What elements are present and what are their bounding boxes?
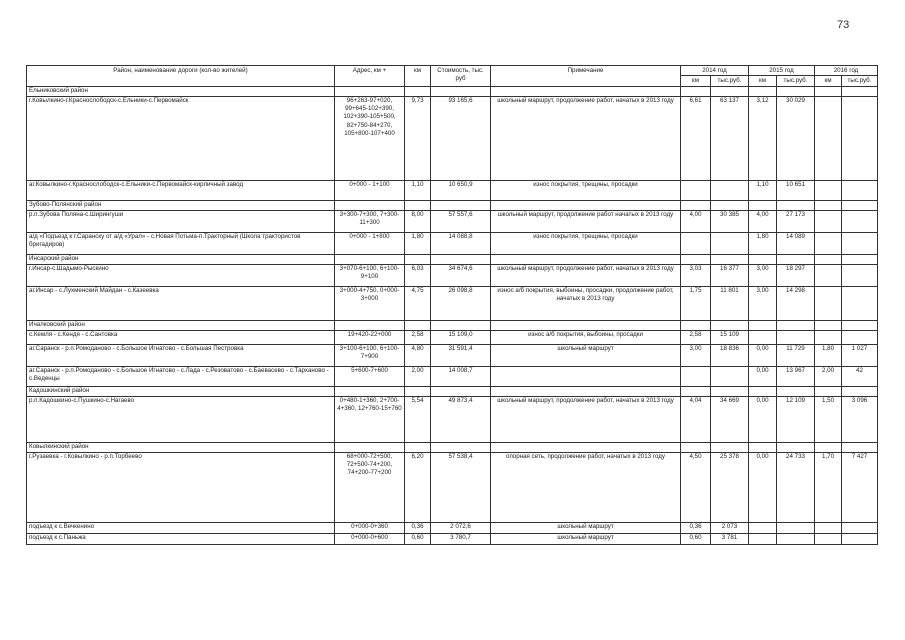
road-name-cell: подъезд к с.Вечкенино: [27, 522, 335, 533]
road-name-cell: г.Ковылкино-г.Краснослободск-с.Ельники-с.Первомайск: [27, 96, 335, 180]
road-name-cell: р.п.Зубова Поляна-с.Ширингуши: [27, 210, 335, 232]
empty-cell: [405, 442, 431, 452]
table-row: [27, 210, 878, 232]
km-2015-cell: 0,00: [749, 452, 777, 522]
km-2014-cell: [681, 366, 711, 386]
empty-cell: [815, 320, 842, 330]
note-cell: школьный маршрут: [491, 522, 681, 533]
empty-cell: [405, 320, 431, 330]
subheader-tr-2016: тыс.руб.: [842, 76, 878, 86]
region-name: Ельниковский район: [27, 86, 335, 96]
km-2015-cell: [749, 533, 777, 544]
subheader-km-2014: км: [681, 76, 711, 86]
empty-cell: [815, 86, 842, 96]
km-2016-cell: 1,70: [815, 452, 842, 522]
empty-cell: [491, 320, 681, 330]
region-row: [27, 86, 878, 96]
cost-2014-cell: 3 781: [711, 533, 749, 544]
address-cell: 0+000-0+360: [335, 522, 405, 533]
cost-2015-cell: 14 089: [777, 232, 815, 254]
region-name: Ичалковский район: [27, 320, 335, 330]
km-2016-cell: 1,50: [815, 396, 842, 442]
cost-2016-cell: [842, 232, 878, 254]
empty-cell: [842, 386, 878, 396]
table-row: [27, 330, 878, 344]
note-cell: школьный маршрут: [491, 533, 681, 544]
empty-cell: [431, 386, 491, 396]
table-row: [27, 344, 878, 366]
address-cell: 3+000-4+750, 0+000-3+000: [335, 286, 405, 320]
note-cell: школьный маршрут: [491, 344, 681, 366]
km-2014-cell: 6,61: [681, 96, 711, 180]
cost-2015-cell: 10 651: [777, 180, 815, 200]
empty-cell: [335, 386, 405, 396]
km-cell: 1,10: [405, 180, 431, 200]
empty-cell: [842, 254, 878, 264]
empty-cell: [815, 386, 842, 396]
empty-cell: [749, 320, 777, 330]
cost-2014-cell: 16 377: [711, 264, 749, 286]
cost-cell: 2 072,6: [431, 522, 491, 533]
table-row: [27, 180, 878, 200]
km-2015-cell: [749, 330, 777, 344]
empty-cell: [405, 86, 431, 96]
km-2016-cell: [815, 96, 842, 180]
km-2015-cell: 3,00: [749, 286, 777, 320]
km-2014-cell: 3,00: [681, 344, 711, 366]
empty-cell: [842, 200, 878, 210]
cost-cell: 10 650,9: [431, 180, 491, 200]
table-row: [27, 452, 878, 522]
road-name-cell: аг.Саранск - р.п.Ромоданово - с.Большое Игнатово - с.Лада - с.Резоватово - с.Баевасево - с.Тарханово - с.Веденцы: [27, 366, 335, 386]
empty-cell: [749, 200, 777, 210]
cost-2014-cell: 2 073: [711, 522, 749, 533]
table-row: [27, 533, 878, 544]
empty-cell: [842, 442, 878, 452]
cost-2015-cell: 27 173: [777, 210, 815, 232]
road-name-cell: аг.Саранск - р.п.Ромоданово - с.Большое Игнатово - с.Большая Пестровка: [27, 344, 335, 366]
km-2015-cell: 1,80: [749, 232, 777, 254]
km-cell: 0,60: [405, 533, 431, 544]
cost-2015-cell: 13 967: [777, 366, 815, 386]
empty-cell: [711, 386, 749, 396]
empty-cell: [815, 200, 842, 210]
km-2015-cell: 4,00: [749, 210, 777, 232]
cost-2016-cell: 1 027: [842, 344, 878, 366]
table-row: [27, 286, 878, 320]
cost-2015-cell: [777, 330, 815, 344]
subheader-km-2015: км: [749, 76, 777, 86]
cost-2014-cell: 34 669: [711, 396, 749, 442]
empty-cell: [749, 254, 777, 264]
empty-cell: [815, 442, 842, 452]
header-address: Адрес, км +: [335, 66, 405, 87]
table-row: [27, 522, 878, 533]
road-repair-table: [26, 65, 878, 545]
km-cell: 4,75: [405, 286, 431, 320]
region-row: [27, 254, 878, 264]
empty-cell: [681, 320, 711, 330]
empty-cell: [711, 442, 749, 452]
cost-2015-cell: [777, 533, 815, 544]
cost-2016-cell: [842, 330, 878, 344]
cost-cell: 26 098,8: [431, 286, 491, 320]
region-row: [27, 442, 878, 452]
note-cell: школьный маршрут, продолжение работ, начатых в 2013 году: [491, 264, 681, 286]
cost-2016-cell: [842, 533, 878, 544]
region-row: [27, 386, 878, 396]
cost-2015-cell: 12 109: [777, 396, 815, 442]
km-2015-cell: 3,00: [749, 264, 777, 286]
header-km: км: [405, 66, 431, 87]
road-name-cell: подъезд к с.Паньжа: [27, 533, 335, 544]
cost-2015-cell: 11 729: [777, 344, 815, 366]
table-row: [27, 232, 878, 254]
cost-2014-cell: 15 109: [711, 330, 749, 344]
km-2014-cell: 0,60: [681, 533, 711, 544]
km-cell: 2,58: [405, 330, 431, 344]
road-name-cell: аг.Ковылкино-г.Краснослободск-с.Ельники-с.Первомайск-кирпичный завод: [27, 180, 335, 200]
km-cell: 0,36: [405, 522, 431, 533]
km-2015-cell: 1,10: [749, 180, 777, 200]
empty-cell: [405, 200, 431, 210]
cost-2015-cell: [777, 522, 815, 533]
empty-cell: [749, 442, 777, 452]
empty-cell: [842, 86, 878, 96]
header-2015: 2015 год: [749, 66, 815, 76]
cost-2016-cell: 42: [842, 366, 878, 386]
cost-2014-cell: 11 801: [711, 286, 749, 320]
km-2014-cell: 4,50: [681, 452, 711, 522]
note-cell: износ а/б покрытия, выбоины, просадки, продолжение работ, начатых в 2013 году: [491, 286, 681, 320]
km-2015-cell: 0,00: [749, 396, 777, 442]
km-cell: 9,73: [405, 96, 431, 180]
km-2016-cell: 2,00: [815, 366, 842, 386]
km-cell: 4,80: [405, 344, 431, 366]
region-name: Ковылкинский район: [27, 442, 335, 452]
empty-cell: [335, 86, 405, 96]
empty-cell: [335, 442, 405, 452]
note-cell: износ а/б покрытия, выбоины, просадки: [491, 330, 681, 344]
note-cell: износ покрытия, трещины, просадки: [491, 232, 681, 254]
empty-cell: [431, 442, 491, 452]
empty-cell: [431, 200, 491, 210]
km-2016-cell: [815, 330, 842, 344]
cost-2014-cell: [711, 366, 749, 386]
km-cell: 2,00: [405, 366, 431, 386]
empty-cell: [711, 86, 749, 96]
note-cell: школьный маршрут, продолжение работ, начатых в 2013 году: [491, 96, 681, 180]
cost-2014-cell: 30 385: [711, 210, 749, 232]
cost-2015-cell: 14 298: [777, 286, 815, 320]
km-2014-cell: [681, 180, 711, 200]
km-2015-cell: 0,00: [749, 366, 777, 386]
empty-cell: [681, 200, 711, 210]
cost-cell: 31 591,4: [431, 344, 491, 366]
region-name: Инсарский район: [27, 254, 335, 264]
cost-cell: 14 088,8: [431, 232, 491, 254]
cost-2015-cell: 24 733: [777, 452, 815, 522]
empty-cell: [491, 200, 681, 210]
empty-cell: [335, 254, 405, 264]
km-2014-cell: 4,00: [681, 210, 711, 232]
empty-cell: [777, 86, 815, 96]
region-row: [27, 320, 878, 330]
empty-cell: [405, 254, 431, 264]
note-cell: [491, 366, 681, 386]
subheader-tr-2014: тыс.руб.: [711, 76, 749, 86]
address-cell: 5+600-7+600: [335, 366, 405, 386]
cost-2016-cell: [842, 264, 878, 286]
empty-cell: [335, 320, 405, 330]
cost-2014-cell: 25 378: [711, 452, 749, 522]
cost-2014-cell: [711, 232, 749, 254]
address-cell: 68+000-72+500, 72+500-74+200, 74+200-77+200: [335, 452, 405, 522]
empty-cell: [681, 86, 711, 96]
empty-cell: [749, 86, 777, 96]
empty-cell: [491, 386, 681, 396]
cost-cell: 93 165,6: [431, 96, 491, 180]
note-cell: опорная сеть, продолжение работ, начатых в 2013 году: [491, 452, 681, 522]
empty-cell: [711, 254, 749, 264]
cost-2016-cell: [842, 522, 878, 533]
km-2014-cell: 3,03: [681, 264, 711, 286]
km-cell: 6,03: [405, 264, 431, 286]
cost-cell: 57 538,4: [431, 452, 491, 522]
road-name-cell: г.Инсар-с.Шадымо-Рыскино: [27, 264, 335, 286]
note-cell: школьный маршрут, продолжение работ, начатых в 2013 году: [491, 396, 681, 442]
address-cell: 96+263-97+020, 99+645-102+390, 102+390-105+500, 82+750-84+270, 105+800-107+400: [335, 96, 405, 180]
empty-cell: [681, 254, 711, 264]
km-cell: 1,80: [405, 232, 431, 254]
empty-cell: [335, 200, 405, 210]
cost-cell: 34 674,6: [431, 264, 491, 286]
address-cell: 19+420-22+000: [335, 330, 405, 344]
cost-2016-cell: [842, 210, 878, 232]
km-2016-cell: [815, 286, 842, 320]
road-name-cell: аг.Инсар - с.Лухменский Майдан - с.Казеевка: [27, 286, 335, 320]
subheader-tr-2015: тыс.руб.: [777, 76, 815, 86]
cost-2016-cell: 7 427: [842, 452, 878, 522]
note-cell: школьный маршрут, продолжение работ начатых в 2013 году: [491, 210, 681, 232]
header-cost: Стоимость, тыс. руб: [431, 66, 491, 87]
empty-cell: [491, 442, 681, 452]
empty-cell: [431, 86, 491, 96]
region-name: Зубово-Полянский район: [27, 200, 335, 210]
empty-cell: [842, 320, 878, 330]
header-2016: 2016 год: [815, 66, 878, 76]
subheader-km-2016: км: [815, 76, 842, 86]
empty-cell: [431, 254, 491, 264]
address-cell: 3+070-6+100, 6+100-9+100: [335, 264, 405, 286]
cost-cell: 3 780,7: [431, 533, 491, 544]
km-2016-cell: [815, 264, 842, 286]
km-2016-cell: [815, 180, 842, 200]
empty-cell: [431, 320, 491, 330]
table-row: [27, 96, 878, 180]
empty-cell: [681, 442, 711, 452]
cost-2014-cell: 18 836: [711, 344, 749, 366]
empty-cell: [491, 254, 681, 264]
km-2015-cell: 0,00: [749, 344, 777, 366]
km-cell: 8,00: [405, 210, 431, 232]
cost-2014-cell: 63 137: [711, 96, 749, 180]
km-2014-cell: 1,75: [681, 286, 711, 320]
km-2014-cell: 2,58: [681, 330, 711, 344]
header-road: Район, наименование дороги (кол-во жителей): [27, 66, 335, 87]
empty-cell: [815, 254, 842, 264]
cost-cell: 14 008,7: [431, 366, 491, 386]
table-body: [27, 86, 878, 544]
region-row: [27, 200, 878, 210]
table-row: [27, 264, 878, 286]
cost-2016-cell: [842, 180, 878, 200]
road-name-cell: с.Кемля - с.Кендя - с.Сантовка: [27, 330, 335, 344]
address-cell: 0+000-0+600: [335, 533, 405, 544]
km-2015-cell: [749, 522, 777, 533]
cost-cell: 49 873,4: [431, 396, 491, 442]
address-cell: 0+000 - 1+800: [335, 232, 405, 254]
empty-cell: [711, 320, 749, 330]
empty-cell: [711, 200, 749, 210]
table-header: [27, 66, 878, 87]
table-row: [27, 396, 878, 442]
address-cell: 0+000 - 1+100: [335, 180, 405, 200]
address-cell: 3+300-7+300, 7+300-11+300: [335, 210, 405, 232]
km-2014-cell: 4,04: [681, 396, 711, 442]
cost-cell: 15 109,0: [431, 330, 491, 344]
region-name: Кадошкинский район: [27, 386, 335, 396]
road-name-cell: р.п.Кадошкино-с.Пушкино-с.Нагаево: [27, 396, 335, 442]
km-2016-cell: [815, 210, 842, 232]
road-name-cell: а/д «Подъезд к г.Саранску от а/д «Урал» - с.Новая Потьма-п.Тракторный (Школа трактористов бригадиров): [27, 232, 335, 254]
empty-cell: [777, 320, 815, 330]
km-2016-cell: 1,80: [815, 344, 842, 366]
km-cell: 5,54: [405, 396, 431, 442]
cost-2016-cell: [842, 286, 878, 320]
note-cell: износ покрытия, трещины, просадки: [491, 180, 681, 200]
empty-cell: [777, 442, 815, 452]
km-2014-cell: 0,36: [681, 522, 711, 533]
header-2014: 2014 год: [681, 66, 749, 76]
page-number: 73: [837, 19, 850, 31]
km-2014-cell: [681, 232, 711, 254]
cost-2015-cell: 30 029: [777, 96, 815, 180]
km-2016-cell: [815, 533, 842, 544]
cost-2016-cell: 3 096: [842, 396, 878, 442]
km-2016-cell: [815, 522, 842, 533]
table-row: [27, 366, 878, 386]
km-2015-cell: 3,12: [749, 96, 777, 180]
header-note: Примечание: [491, 66, 681, 87]
empty-cell: [777, 386, 815, 396]
km-2016-cell: [815, 232, 842, 254]
empty-cell: [777, 254, 815, 264]
empty-cell: [749, 386, 777, 396]
road-name-cell: г.Рузаевка - г.Ковылкино - р.п.Торбеево: [27, 452, 335, 522]
km-cell: 6,20: [405, 452, 431, 522]
cost-2014-cell: [711, 180, 749, 200]
cost-2016-cell: [842, 96, 878, 180]
empty-cell: [405, 386, 431, 396]
cost-cell: 57 557,6: [431, 210, 491, 232]
address-cell: 3+100-6+100, 6+100-7+900: [335, 344, 405, 366]
cost-2015-cell: 18 297: [777, 264, 815, 286]
empty-cell: [491, 86, 681, 96]
address-cell: 0+480-1+360, 2+700-4+360, 12+760-15+760: [335, 396, 405, 442]
empty-cell: [681, 386, 711, 396]
empty-cell: [777, 200, 815, 210]
